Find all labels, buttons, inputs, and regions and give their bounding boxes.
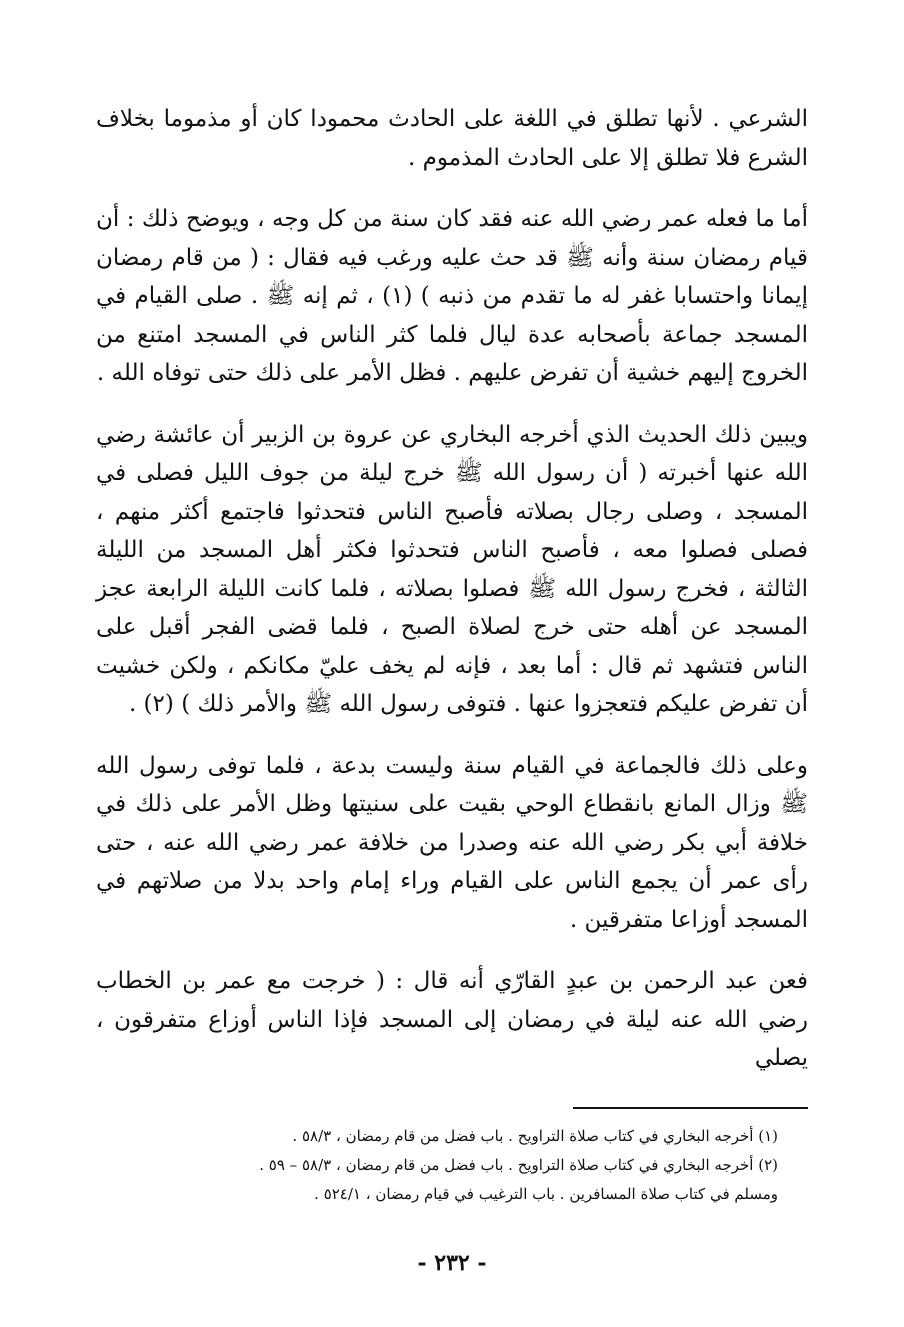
footnote-2: (٢) أخرجه البخاري في كتاب صلاة التراويح . باب فضل من قام رمضان ، ٥٨/٣ – ٥٩ . — [259, 1156, 778, 1174]
paragraph-1: الشرعي . لأنها تطلق في اللغة على الحادث محمودا كان أو مذموما بخلاف الشرع فلا تطلق إلا على الحادث المذموم . — [96, 106, 808, 171]
footnote-divider — [573, 1107, 808, 1109]
footnote-1: (١) أخرجه البخاري في كتاب صلاة التراويح . باب فضل من قام رمضان ، ٥٨/٣ . — [292, 1127, 778, 1145]
paragraph-4: وعلى ذلك فالجماعة في القيام سنة وليست بدعة ، فلما توفى رسول الله ﷺ وزال المانع بانقطاع الوحي بقيت على سنيتها وظل الأمر على ذلك في خلافة أبي بكر رضي الله عنه وصدرا من خلافة عمر رضي الله عنه ، حتى رأى عمر أن يجمع الناس على القيام وراء إمام واحد بدلا من صلاتهم في المسجد أوزاعا متفرقين . — [96, 752, 808, 933]
footnote-2-continued: ومسلم في كتاب صلاة المسافرين . باب الترغيب في قيام رمضان ، ٥٢٤/١ . — [314, 1185, 778, 1203]
paragraph-3: ويبين ذلك الحديث الذي أخرجه البخاري عن عروة بن الزبير أن عائشة رضي الله عنها أخبرته ( أن رسول الله ﷺ خرج ليلة من جوف الليل فصلى في المسجد ، وصلى رجال بصلاته فأصبح الناس فتحدثوا فاجتمع أكثر منهم ، فصلى فصلوا معه ، فأصبح الناس فتحدثوا فكثر أهل المسجد من الليلة الثالثة ، فخرج رسول الله ﷺ فصلوا بصلاته ، فلما كانت الليلة الرابعة عجز المسجد عن أهله حتى خرج لصلاة الصبح ، فلما قضى الفجر أقبل على الناس فتشهد ثم قال : أما بعد ، فإنه لم يخف عليّ مكانكم ، ولكن خشيت أن تفرض عليكم فتعجزوا عنها . فتوفى رسول الله ﷺ والأمر ذلك ) (٢) . — [96, 421, 808, 717]
paragraph-5: فعن عبد الرحمن بن عبدٍ القارّي أنه قال : ( خرجت مع عمر بن الخطاب رضي الله عنه ليلة في رمضان إلى المسجد فإذا الناس أوزاع متفرقون ، يصلي — [96, 968, 808, 1071]
footnotes — [96, 1122, 808, 1209]
paragraph-2: أما ما فعله عمر رضي الله عنه فقد كان سنة من كل وجه ، ويوضح ذلك : أن قيام رمضان سنة وأنه ﷺ قد حث عليه ورغب فيه فقال : ( من قام رمضان إيمانا واحتسابا غفر له ما تقدم من ذنبه ) (١) ، ثم إنه ﷺ . صلى القيام في المسجد جماعة بأصحابه عدة ليال فلما كثر الناس في المسجد امتنع من الخروج إليهم خشية أن تفرض عليهم . فظل الأمر على ذلك حتى توفاه الله . — [96, 206, 809, 386]
page-number: - ٢٣٢ - — [417, 1250, 487, 1276]
main-text — [96, 100, 808, 1078]
